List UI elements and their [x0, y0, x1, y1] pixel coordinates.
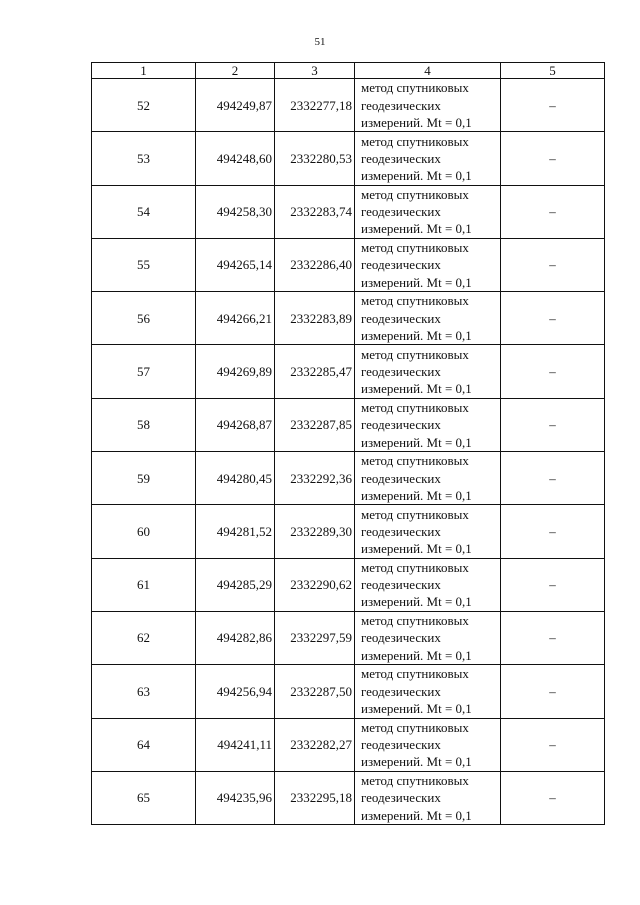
method-cell	[355, 345, 501, 398]
y-coordinate-cell: 2332286,40	[275, 238, 355, 291]
point-number-cell: 60	[92, 505, 196, 558]
x-coordinate-cell: 494258,30	[196, 185, 275, 238]
method-text-line: измерений. Mt = 0,1	[361, 701, 472, 717]
table-row	[92, 771, 605, 824]
note-cell: –	[501, 665, 605, 718]
method-text-line: метод спутниковых	[361, 80, 469, 96]
table-row	[92, 79, 605, 132]
method-text-line: метод спутниковых	[361, 773, 469, 789]
method-text-line: метод спутниковых	[361, 240, 469, 256]
table-row	[92, 505, 605, 558]
method-text-line: геодезических	[361, 310, 441, 326]
method-text-line: измерений. Mt = 0,1	[361, 487, 472, 503]
table-header-row	[92, 63, 605, 79]
y-coordinate-cell: 2332289,30	[275, 505, 355, 558]
point-number-cell: 62	[92, 611, 196, 664]
note-cell: –	[501, 505, 605, 558]
coordinates-table	[91, 62, 605, 825]
method-cell	[355, 79, 501, 132]
x-coordinate-cell: 494265,14	[196, 238, 275, 291]
method-cell	[355, 238, 501, 291]
point-number-cell: 52	[92, 79, 196, 132]
table-row	[92, 718, 605, 771]
x-coordinate-cell: 494241,11	[196, 718, 275, 771]
y-coordinate-cell: 2332287,85	[275, 398, 355, 451]
method-cell	[355, 398, 501, 451]
note-cell: –	[501, 558, 605, 611]
header-cell: 1	[92, 63, 196, 79]
method-text-line: метод спутниковых	[361, 613, 469, 629]
method-text-line: метод спутниковых	[361, 506, 469, 522]
table-row	[92, 398, 605, 451]
y-coordinate-cell: 2332277,18	[275, 79, 355, 132]
method-text-line: измерений. Mt = 0,1	[361, 114, 472, 130]
method-text-line: геодезических	[361, 417, 441, 433]
method-text-line: геодезических	[361, 790, 441, 806]
point-number-cell: 59	[92, 452, 196, 505]
method-text-line: геодезических	[361, 257, 441, 273]
header-cell: 3	[275, 63, 355, 79]
x-coordinate-cell: 494282,86	[196, 611, 275, 664]
point-number-cell: 64	[92, 718, 196, 771]
method-cell	[355, 665, 501, 718]
method-text-line: измерений. Mt = 0,1	[361, 434, 472, 450]
table-row	[92, 665, 605, 718]
x-coordinate-cell: 494248,60	[196, 132, 275, 185]
method-text-line: измерений. Mt = 0,1	[361, 381, 472, 397]
note-cell: –	[501, 452, 605, 505]
method-text-line: геодезических	[361, 737, 441, 753]
x-coordinate-cell: 494269,89	[196, 345, 275, 398]
note-cell: –	[501, 185, 605, 238]
x-coordinate-cell: 494256,94	[196, 665, 275, 718]
method-text-line: метод спутниковых	[361, 719, 469, 735]
header-cell: 2	[196, 63, 275, 79]
y-coordinate-cell: 2332292,36	[275, 452, 355, 505]
method-text-line: измерений. Mt = 0,1	[361, 541, 472, 557]
note-cell: –	[501, 718, 605, 771]
method-text-line: измерений. Mt = 0,1	[361, 647, 472, 663]
method-cell	[355, 558, 501, 611]
header-cell: 5	[501, 63, 605, 79]
method-text-line: измерений. Mt = 0,1	[361, 168, 472, 184]
note-cell: –	[501, 398, 605, 451]
table-row	[92, 452, 605, 505]
x-coordinate-cell: 494285,29	[196, 558, 275, 611]
point-number-cell: 61	[92, 558, 196, 611]
table-row	[92, 345, 605, 398]
note-cell: –	[501, 292, 605, 345]
method-text-line: геодезических	[361, 204, 441, 220]
method-cell	[355, 452, 501, 505]
point-number-cell: 56	[92, 292, 196, 345]
method-text-line: измерений. Mt = 0,1	[361, 274, 472, 290]
y-coordinate-cell: 2332287,50	[275, 665, 355, 718]
method-text-line: геодезических	[361, 97, 441, 113]
note-cell: –	[501, 771, 605, 824]
x-coordinate-cell: 494266,21	[196, 292, 275, 345]
table-row	[92, 611, 605, 664]
point-number-cell: 58	[92, 398, 196, 451]
method-cell	[355, 505, 501, 558]
x-coordinate-cell: 494268,87	[196, 398, 275, 451]
y-coordinate-cell: 2332285,47	[275, 345, 355, 398]
y-coordinate-cell: 2332295,18	[275, 771, 355, 824]
header-cell: 4	[355, 63, 501, 79]
note-cell: –	[501, 79, 605, 132]
method-text-line: геодезических	[361, 577, 441, 593]
y-coordinate-cell: 2332297,59	[275, 611, 355, 664]
note-cell: –	[501, 345, 605, 398]
y-coordinate-cell: 2332282,27	[275, 718, 355, 771]
table-row	[92, 238, 605, 291]
method-text-line: геодезических	[361, 683, 441, 699]
y-coordinate-cell: 2332290,62	[275, 558, 355, 611]
method-text-line: метод спутниковых	[361, 346, 469, 362]
note-cell: –	[501, 132, 605, 185]
table-body	[92, 63, 605, 825]
point-number-cell: 57	[92, 345, 196, 398]
method-text-line: измерений. Mt = 0,1	[361, 807, 472, 823]
note-cell: –	[501, 611, 605, 664]
point-number-cell: 63	[92, 665, 196, 718]
method-text-line: метод спутниковых	[361, 666, 469, 682]
x-coordinate-cell: 494249,87	[196, 79, 275, 132]
y-coordinate-cell: 2332283,89	[275, 292, 355, 345]
note-cell: –	[501, 238, 605, 291]
table-row	[92, 558, 605, 611]
method-text-line: измерений. Mt = 0,1	[361, 221, 472, 237]
method-text-line: метод спутниковых	[361, 399, 469, 415]
method-cell	[355, 292, 501, 345]
method-text-line: метод спутниковых	[361, 453, 469, 469]
method-text-line: измерений. Mt = 0,1	[361, 594, 472, 610]
page-number: 51	[314, 36, 326, 48]
method-text-line: измерений. Mt = 0,1	[361, 327, 472, 343]
point-number-cell: 65	[92, 771, 196, 824]
table-row	[92, 185, 605, 238]
table-row	[92, 292, 605, 345]
method-cell	[355, 132, 501, 185]
x-coordinate-cell: 494235,96	[196, 771, 275, 824]
method-text-line: геодезических	[361, 363, 441, 379]
y-coordinate-cell: 2332280,53	[275, 132, 355, 185]
method-text-line: геодезических	[361, 630, 441, 646]
method-text-line: геодезических	[361, 523, 441, 539]
method-text-line: метод спутниковых	[361, 559, 469, 575]
method-text-line: метод спутниковых	[361, 133, 469, 149]
method-cell	[355, 185, 501, 238]
method-text-line: геодезических	[361, 150, 441, 166]
method-text-line: измерений. Mt = 0,1	[361, 754, 472, 770]
table-row	[92, 132, 605, 185]
x-coordinate-cell: 494281,52	[196, 505, 275, 558]
method-cell	[355, 718, 501, 771]
method-cell	[355, 771, 501, 824]
x-coordinate-cell: 494280,45	[196, 452, 275, 505]
point-number-cell: 53	[92, 132, 196, 185]
method-text-line: метод спутниковых	[361, 293, 469, 309]
point-number-cell: 54	[92, 185, 196, 238]
method-cell	[355, 611, 501, 664]
point-number-cell: 55	[92, 238, 196, 291]
method-text-line: геодезических	[361, 470, 441, 486]
y-coordinate-cell: 2332283,74	[275, 185, 355, 238]
method-text-line: метод спутниковых	[361, 186, 469, 202]
